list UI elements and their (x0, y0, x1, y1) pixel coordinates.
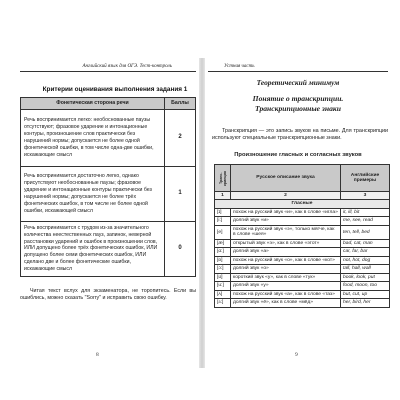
sound-examples: book, look, put (341, 273, 390, 281)
sounds-header-examples: Английские примеры (341, 165, 390, 192)
criteria-header-score: Баллы (165, 98, 196, 110)
sound-description: долгий звук «о» (231, 265, 341, 273)
sound-row (215, 248, 390, 256)
sound-examples: me, see, read (341, 217, 390, 225)
group-label: Гласные (215, 200, 390, 208)
sound-row (215, 256, 390, 264)
theory-title: Теоретический минимум (256, 78, 340, 87)
running-head: Английский язык для ОГЭ. Тест-контроль (20, 64, 196, 72)
criteria-text: Речь воспринимается с трудом из-за значительного количества неестественных пауз, запинок, неверной расстановки ударений и ошибок в произношении слов, ИЛИ допущено более трёх фонетических ошибок, ИЛИ допущено более семи фонетических ошибок, ИЛИ сделано две и более фонетические ошибки, искажающие смысл (21, 221, 165, 276)
sound-symbol: [ɑ:] (215, 248, 231, 256)
right-page (208, 64, 388, 364)
book-spine (199, 58, 205, 368)
running-head: Устная часть (208, 64, 388, 72)
sounds-header-description: Русское описание звука (231, 165, 341, 192)
sound-symbol: [ɒ] (215, 256, 231, 264)
reading-advice: Читая текст вслух для экзаменатора, не торопитесь. Если вы ошиблись, можно сказать "Sorry" и исправить свою ошибку. (20, 288, 196, 301)
sound-examples: but, cut, up (341, 290, 390, 298)
criteria-table (20, 97, 196, 277)
section-title-line-2: Транскрипционные знаки (255, 103, 341, 113)
criteria-row (21, 109, 196, 166)
sound-examples: her, bird, her (341, 299, 390, 307)
sound-description: похож на русский звук «о», как в слове «кот» (231, 256, 341, 264)
criteria-header-phonetics: Фонетическая сторона речи (21, 98, 165, 110)
sound-examples: tall, hall, wall (341, 265, 390, 273)
column-number: 1 (215, 192, 231, 200)
criteria-row (21, 166, 196, 221)
page-number: 9 (295, 352, 298, 358)
sound-symbol: [ɪ] (215, 208, 231, 216)
transcription-definition: Транскрипция — это запись звуков на письме. Для транскрипции используют специальные транскрипционные знаки. (212, 128, 388, 142)
sound-description: долгий звук «и» (231, 217, 341, 225)
sounds-table (214, 164, 390, 308)
sound-examples: it, ill, bit (341, 208, 390, 216)
section-title-line-1: Понятие о транскрипции. (252, 94, 344, 103)
sound-symbol: [ɔ:] (215, 265, 231, 273)
criteria-score: 2 (165, 109, 196, 166)
column-number: 2 (231, 192, 341, 200)
sound-row (215, 273, 390, 281)
sound-row (215, 239, 390, 247)
pronunciation-title: Произношение гласных и согласных звуков (234, 152, 362, 158)
sound-symbol: [æ] (215, 239, 231, 247)
sound-description: похож на русский звук «э», только мягче, как в слове «шея» (231, 225, 341, 239)
sound-description: похож на русский звук «а», как в слове «таз» (231, 290, 341, 298)
sound-row (215, 299, 390, 307)
criteria-title: Критерии оценивания выполнения задания 1 (42, 86, 188, 93)
column-number: 3 (341, 192, 390, 200)
sound-examples: car, far, bar (341, 248, 390, 256)
sound-symbol: [u:] (215, 282, 231, 290)
criteria-row (21, 221, 196, 276)
sound-symbol: [ʊ] (215, 273, 231, 281)
left-page (20, 64, 196, 364)
sound-row (215, 282, 390, 290)
criteria-score: 0 (165, 221, 196, 276)
sound-examples: not, hot, dog (341, 256, 390, 264)
sound-examples: ten, tell, bed (341, 225, 390, 239)
sound-row (215, 217, 390, 225)
sound-symbol: [ɜ:] (215, 299, 231, 307)
sound-row (215, 208, 390, 216)
sound-description: долгий звук «а» (231, 248, 341, 256)
sound-description: долгий звук «у» (231, 282, 341, 290)
criteria-score: 1 (165, 166, 196, 221)
sound-description: короткий звук «у», как в слове «тук» (231, 273, 341, 281)
sound-symbol: [e] (215, 225, 231, 239)
page-number: 8 (96, 352, 99, 358)
section-title (208, 94, 388, 114)
sound-symbol: [i:] (215, 217, 231, 225)
criteria-text: Речь воспринимается легко: необоснованные паузы отсутствуют; фразовое ударение и интонационные контуры, произношение слов практически без нарушений нормы; допускается не более одной фонетической ошибки, в том числе одна-две ошибки, искажающие смысл (21, 109, 165, 166)
sound-description: похож на русский звук «и», как в слове «игла» (231, 208, 341, 216)
criteria-text: Речь воспринимается достаточно легко, однако присутствуют необоснованные паузы; фразовое ударение и интонационные контуры практически без нарушений нормы; допускается не более трёх фонетических ошибок, в том числе не более одной ошибки, искажающей смысл (21, 166, 165, 221)
sounds-header-transcription: Транс-крипция (215, 165, 231, 192)
sound-description: открытый звук «э», как в слове «этот» (231, 239, 341, 247)
sound-description: долгий звук «ё», как в слове «мёд» (231, 299, 341, 307)
sound-symbol: [ʌ] (215, 290, 231, 298)
sound-examples: bad, cat, man (341, 239, 390, 247)
sound-row (215, 265, 390, 273)
sound-examples: food, moon, too (341, 282, 390, 290)
sound-row (215, 225, 390, 239)
sound-row (215, 290, 390, 298)
